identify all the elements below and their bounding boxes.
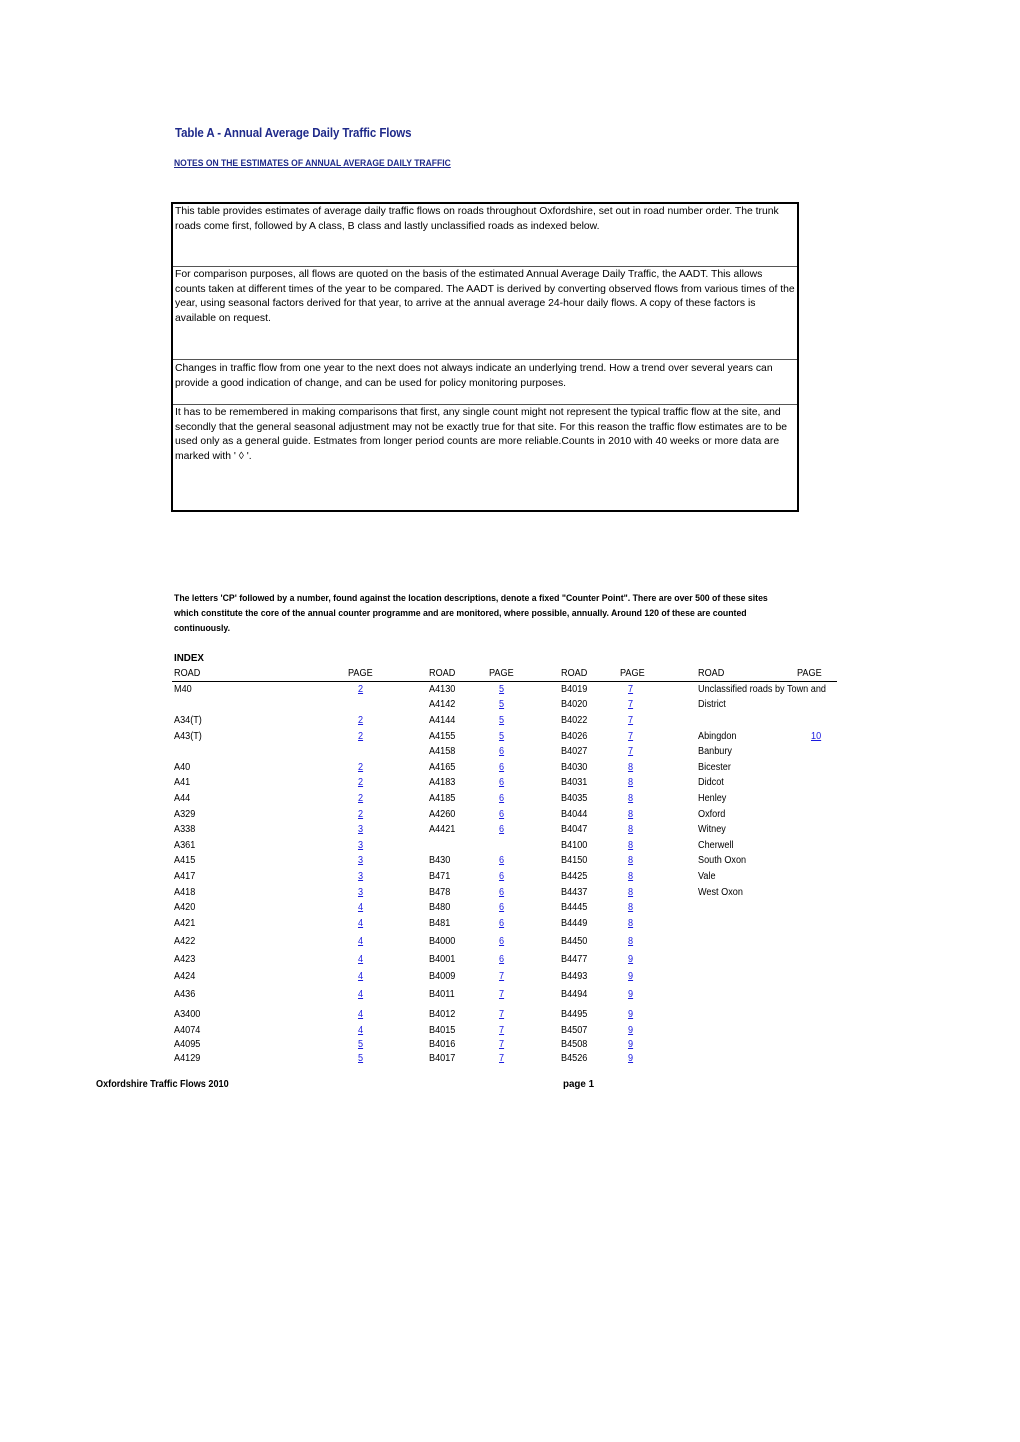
page-link[interactable]: 4 bbox=[358, 971, 364, 982]
col-header-page: PAGE bbox=[797, 668, 822, 679]
road-name: B4507 bbox=[561, 1025, 588, 1036]
road-name: A421 bbox=[174, 918, 196, 929]
page-link[interactable]: 5 bbox=[499, 715, 505, 726]
road-name: A422 bbox=[174, 936, 196, 947]
page-link[interactable]: 8 bbox=[628, 809, 634, 820]
road-name: South Oxon bbox=[698, 855, 747, 866]
col-header-road: ROAD bbox=[698, 668, 725, 679]
page-link[interactable]: 7 bbox=[628, 731, 634, 742]
page-link[interactable]: 8 bbox=[628, 777, 634, 788]
road-name: West Oxon bbox=[698, 887, 743, 898]
page-link[interactable]: 2 bbox=[358, 777, 364, 788]
road-name: B4011 bbox=[429, 989, 455, 1000]
road-name: B4009 bbox=[429, 971, 456, 982]
col-header-road: ROAD bbox=[174, 668, 201, 679]
page-link[interactable]: 4 bbox=[358, 1009, 364, 1020]
road-name: A34(T) bbox=[174, 715, 202, 726]
road-name: A4260 bbox=[429, 809, 456, 820]
road-name: B4477 bbox=[561, 954, 588, 965]
page-link[interactable]: 7 bbox=[499, 971, 505, 982]
page-link[interactable]: 9 bbox=[628, 989, 634, 1000]
page-link[interactable]: 9 bbox=[628, 1009, 634, 1020]
page-link[interactable]: 2 bbox=[358, 809, 364, 820]
road-name: B4012 bbox=[429, 1009, 456, 1020]
page-link[interactable]: 3 bbox=[358, 887, 364, 898]
road-name: B478 bbox=[429, 887, 451, 898]
divider bbox=[173, 359, 797, 360]
page-link[interactable]: 9 bbox=[628, 954, 634, 965]
road-name: A424 bbox=[174, 971, 196, 982]
road-name: A4144 bbox=[429, 715, 456, 726]
road-name: A4155 bbox=[429, 731, 456, 742]
page-link[interactable]: 8 bbox=[628, 902, 634, 913]
road-name: B4437 bbox=[561, 887, 588, 898]
road-name: B4000 bbox=[429, 936, 456, 947]
road-name: District bbox=[698, 699, 726, 710]
page-link[interactable]: 8 bbox=[628, 871, 634, 882]
note-comparison: For comparison purposes, all flows are quoted on the basis of the estimated Annual Average Daily Traffic, the AADT. This allows counts taken at different times of the year to be compared. The AADT is derived by converting observed flows from various times of the year, using seasonal factors derived for that year, to arrive at the annual average 24-hour daily flows. A copy of these factors is available on request. bbox=[175, 269, 795, 324]
road-name: B4508 bbox=[561, 1039, 588, 1050]
page-link[interactable]: 8 bbox=[628, 824, 634, 835]
road-name: A41 bbox=[174, 777, 191, 788]
page-link[interactable]: 7 bbox=[628, 746, 634, 757]
road-name: B4526 bbox=[561, 1053, 588, 1064]
road-name: A417 bbox=[174, 871, 196, 882]
road-name: A4074 bbox=[174, 1025, 201, 1036]
page-link[interactable]: 9 bbox=[628, 1053, 634, 1064]
footer-page-number: page 1 bbox=[563, 1079, 595, 1090]
page-link[interactable]: 8 bbox=[628, 918, 634, 929]
col-header-page: PAGE bbox=[489, 668, 514, 679]
road-name: Oxford bbox=[698, 809, 726, 820]
road-name: Didcot bbox=[698, 777, 724, 788]
page-link[interactable]: 3 bbox=[358, 855, 364, 866]
page-link[interactable]: 4 bbox=[358, 902, 364, 913]
road-name: B4100 bbox=[561, 840, 588, 851]
road-name: Bicester bbox=[698, 762, 731, 773]
page-link[interactable]: 6 bbox=[499, 902, 505, 913]
road-name: A361 bbox=[174, 840, 196, 851]
page-link[interactable]: 10 bbox=[811, 731, 822, 742]
page-link[interactable]: 2 bbox=[358, 715, 364, 726]
page-link[interactable]: 6 bbox=[499, 777, 505, 788]
road-name: Unclassified roads by Town and bbox=[698, 684, 826, 695]
footer-title: Oxfordshire Traffic Flows 2010 bbox=[96, 1079, 229, 1090]
road-name: B4425 bbox=[561, 871, 588, 882]
road-name: B4015 bbox=[429, 1025, 456, 1036]
page-link[interactable]: 3 bbox=[358, 871, 364, 882]
road-name: B4450 bbox=[561, 936, 588, 947]
note-trends: Changes in traffic flow from one year to the next does not always indicate an underlying trend. How a trend over several years can provide a good indication of change, and can be used for policy monitoring purposes. bbox=[175, 363, 773, 389]
col-header-page: PAGE bbox=[348, 668, 373, 679]
page-link[interactable]: 8 bbox=[628, 855, 634, 866]
road-name: B4047 bbox=[561, 824, 588, 835]
counter-point-paragraph: The letters 'CP' followed by a number, found against the location descriptions, denote a fixed "Counter Point". There are over 500 of these sites which constitute the core of the annual counter programme and are monitored, where possible, annually. Around 120 of these are counted continuously. bbox=[174, 592, 768, 633]
road-name: B4019 bbox=[561, 684, 588, 695]
road-name: A43(T) bbox=[174, 731, 202, 742]
road-name: B4030 bbox=[561, 762, 588, 773]
road-name: A4165 bbox=[429, 762, 456, 773]
page-link[interactable]: 2 bbox=[358, 684, 364, 695]
road-name: Banbury bbox=[698, 746, 732, 757]
road-name: A4129 bbox=[174, 1053, 201, 1064]
page-link[interactable]: 2 bbox=[358, 793, 364, 804]
road-name: A423 bbox=[174, 954, 196, 965]
index-heading: INDEX bbox=[174, 653, 204, 664]
page-link[interactable]: 7 bbox=[499, 1039, 505, 1050]
page-link[interactable]: 6 bbox=[499, 871, 505, 882]
road-name: B4150 bbox=[561, 855, 588, 866]
page-link[interactable]: 8 bbox=[628, 887, 634, 898]
road-name: B4001 bbox=[429, 954, 456, 965]
road-name: B4020 bbox=[561, 699, 588, 710]
road-name: B4494 bbox=[561, 989, 588, 1000]
road-name: B4445 bbox=[561, 902, 588, 913]
page-link[interactable]: 6 bbox=[499, 824, 505, 835]
road-name: B4035 bbox=[561, 793, 588, 804]
page-link[interactable]: 5 bbox=[358, 1039, 364, 1050]
notes-subtitle: NOTES ON THE ESTIMATES OF ANNUAL AVERAGE DAILY TRAFFIC bbox=[174, 158, 451, 169]
road-name: B4449 bbox=[561, 918, 588, 929]
road-name: B4031 bbox=[561, 777, 588, 788]
page-link[interactable]: 7 bbox=[499, 1025, 505, 1036]
page-link[interactable]: 6 bbox=[499, 746, 505, 757]
road-name: B4495 bbox=[561, 1009, 588, 1020]
page-link[interactable]: 6 bbox=[499, 936, 505, 947]
road-name: A436 bbox=[174, 989, 196, 1000]
page-link[interactable]: 8 bbox=[628, 936, 634, 947]
page-link[interactable]: 2 bbox=[358, 762, 364, 773]
road-name: B4022 bbox=[561, 715, 588, 726]
road-name: A4142 bbox=[429, 699, 456, 710]
page-link[interactable]: 9 bbox=[628, 1025, 634, 1036]
page-link[interactable]: 7 bbox=[499, 1009, 505, 1020]
road-name: A338 bbox=[174, 824, 196, 835]
road-name: A4421 bbox=[429, 824, 456, 835]
note-caveats: It has to be remembered in making comparisons that first, any single count might not represent the typical traffic flow at the site, and secondly that the general seasonal adjustment may not be exactly true for that site. For this reason the traffic flow estimates are to be used only as a general guide. Estmates from longer period counts are more reliable.Counts in 2010 with 40 weeks or more data are marked with ' ◊ '. bbox=[175, 407, 788, 462]
page-link[interactable]: 5 bbox=[499, 699, 505, 710]
road-name: B481 bbox=[429, 918, 451, 929]
page-link[interactable]: 8 bbox=[628, 762, 634, 773]
page-link[interactable]: 9 bbox=[628, 971, 634, 982]
page-link[interactable]: 8 bbox=[628, 840, 634, 851]
road-name: A44 bbox=[174, 793, 191, 804]
road-name: B430 bbox=[429, 855, 451, 866]
road-name: B4493 bbox=[561, 971, 588, 982]
page-link[interactable]: 4 bbox=[358, 918, 364, 929]
page-link[interactable]: 7 bbox=[628, 715, 634, 726]
road-name: A4185 bbox=[429, 793, 456, 804]
page-link[interactable]: 5 bbox=[499, 684, 505, 695]
page-link[interactable]: 2 bbox=[358, 731, 364, 742]
col-header-page: PAGE bbox=[620, 668, 645, 679]
page-link[interactable]: 6 bbox=[499, 793, 505, 804]
road-name: A4095 bbox=[174, 1039, 201, 1050]
page-link[interactable]: 8 bbox=[628, 793, 634, 804]
road-name: Witney bbox=[698, 824, 726, 835]
road-name: Vale bbox=[698, 871, 716, 882]
road-name: B4027 bbox=[561, 746, 588, 757]
road-name: A4158 bbox=[429, 746, 456, 757]
page-link[interactable]: 6 bbox=[499, 954, 505, 965]
page-link[interactable]: 4 bbox=[358, 1025, 364, 1036]
page-link[interactable]: 9 bbox=[628, 1039, 634, 1050]
road-name: B471 bbox=[429, 871, 451, 882]
col-header-road: ROAD bbox=[429, 668, 456, 679]
page-link[interactable]: 4 bbox=[358, 954, 364, 965]
road-name: Abingdon bbox=[698, 731, 737, 742]
page-link[interactable]: 7 bbox=[628, 684, 634, 695]
index-header-rule bbox=[172, 681, 837, 682]
road-name: A418 bbox=[174, 887, 196, 898]
road-name: Cherwell bbox=[698, 840, 734, 851]
road-name: A3400 bbox=[174, 1009, 201, 1020]
road-name: A415 bbox=[174, 855, 196, 866]
road-name: B4044 bbox=[561, 809, 588, 820]
road-name: B4026 bbox=[561, 731, 588, 742]
note-intro: This table provides estimates of average daily traffic flows on roads throughout Oxfordshire, set out in road number order. The trunk roads come first, followed by A class, B class and lastly unclassified roads as indexed below. bbox=[175, 206, 779, 232]
road-name: A40 bbox=[174, 762, 191, 773]
page-link[interactable]: 7 bbox=[628, 699, 634, 710]
road-name: A4183 bbox=[429, 777, 456, 788]
page-link[interactable]: 6 bbox=[499, 809, 505, 820]
page-link[interactable]: 7 bbox=[499, 1053, 505, 1064]
page-link[interactable]: 3 bbox=[358, 824, 364, 835]
page-link[interactable]: 6 bbox=[499, 762, 505, 773]
road-name: M40 bbox=[174, 684, 192, 695]
road-name: Henley bbox=[698, 793, 727, 804]
page-link[interactable]: 4 bbox=[358, 989, 364, 1000]
road-name: A420 bbox=[174, 902, 196, 913]
page-link[interactable]: 4 bbox=[358, 936, 364, 947]
page-link[interactable]: 6 bbox=[499, 887, 505, 898]
notes-box bbox=[171, 202, 799, 512]
col-header-road: ROAD bbox=[561, 668, 588, 679]
road-name: B480 bbox=[429, 902, 451, 913]
road-name: A329 bbox=[174, 809, 196, 820]
page-link[interactable]: 5 bbox=[358, 1053, 364, 1064]
page-link[interactable]: 5 bbox=[499, 731, 505, 742]
page-link[interactable]: 6 bbox=[499, 855, 505, 866]
page-link[interactable]: 7 bbox=[499, 989, 505, 1000]
page-link[interactable]: 3 bbox=[358, 840, 364, 851]
road-name: B4016 bbox=[429, 1039, 456, 1050]
road-name: B4017 bbox=[429, 1053, 456, 1064]
page-link[interactable]: 6 bbox=[499, 918, 505, 929]
road-name: A4130 bbox=[429, 684, 456, 695]
page-title: Table A - Annual Average Daily Traffic Flows bbox=[175, 126, 412, 140]
